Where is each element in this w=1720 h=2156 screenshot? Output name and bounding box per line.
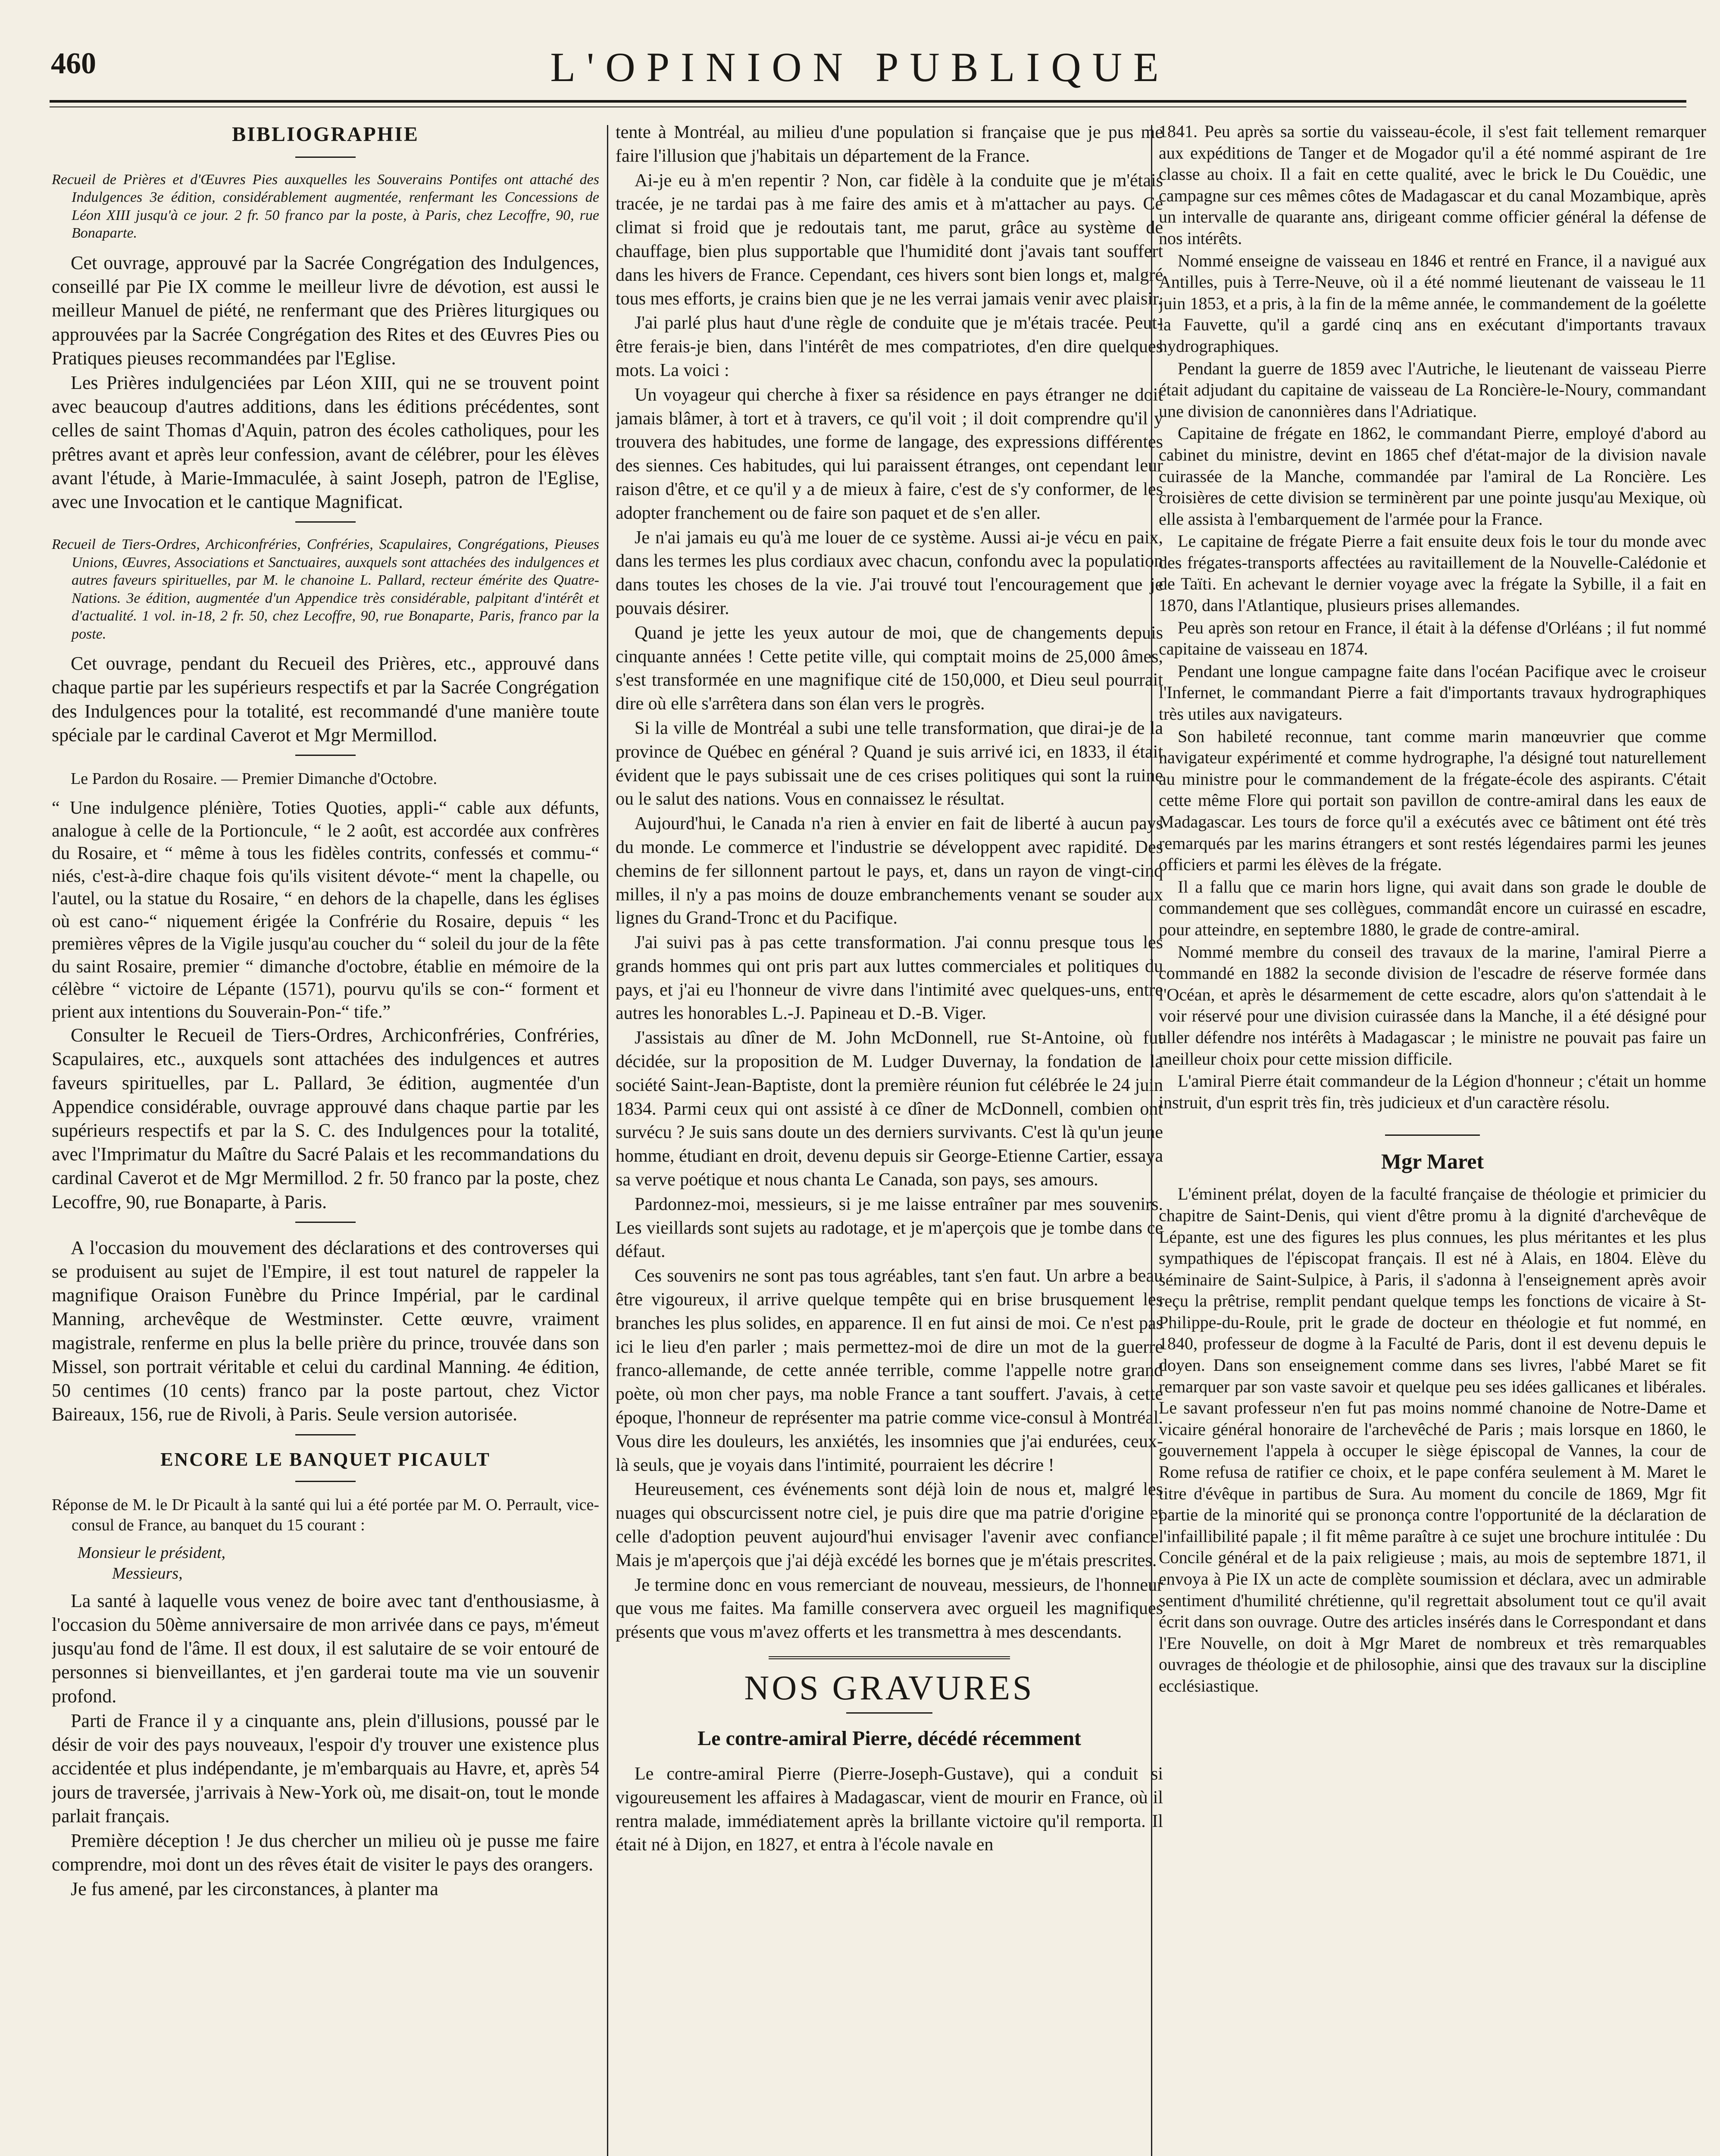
banquet-intro: Réponse de M. le Dr Picault à la santé qui lui a été portée par M. O. Perrault, vice-consul de France, au banquet du 15 courant : [52, 1495, 599, 1534]
paragraph: L'éminent prélat, doyen de la faculté française de théologie et primicier du chapitre de Saint-Denis, qui vient d'être promu à la dignité d'archevêque de Lépante, est une des figures les plus connues, les plus méritantes et les plus sympathiques de l'épiscopat français. Il est né à Alais, en 1804. Elève du séminaire de Saint-Sulpice, à Paris, il s'adonna à l'enseignement après avoir reçu la prêtrise, remplit pendant quelque temps les fonctions de vicaire à St-Philippe-du-Roule, prit le grade de docteur en théologie et fut nommé, en 1840, professeur de dogme à la Faculté de Paris, dont il est devenu depuis le doyen. Dans son enseignement comme dans ses livres, l'abbé Maret se fit remarquer par son vaste savoir et quelque peu ses idées gallicanes et libérales. Le savant professeur n'en fut pas moins nommé chanoine de Notre-Dame et vicaire général honoraire de l'archevêché de Paris ; mais lorsque en 1860, le gouvernement l'appela à occuper le siège épiscopal de Vannes, la cour de Rome refusa de ratifier ce choix, et le pape conféra seulement à M. Maret le titre d'évêque in partibus de Sura. Au moment du concile de 1869, Mgr fit partie de la minorité qui se prononça contre l'opportunité de la déclaration de l'infaillibilité papale ; il fit même paraître à ce sujet une brochure intitulée : Du Concile général et de la paix religieuse ; mais, au mois de septembre 1871, il envoya à Pie IX un acte de complète soumission et déclara, avec un admirable sentiment d'humilité chrétienne, qu'il regrettait absolument tout ce qu'il avait écrit dans son ouvrage. Outre des articles insérés dans le Correspondant et dans l'Ere Nouvelle, on doit à Mgr Maret de nombreux et très remarquables ouvrages de théologie et de philosophie, ainsi que des travaux sur la discipline ecclésiastique. [1159, 1184, 1706, 1695]
paragraph: Peu après son retour en France, il était à la défense d'Orléans ; il fut nommé capitaine de vaisseau en 1874. [1159, 617, 1706, 659]
paragraph: Je n'ai jamais eu qu'à me louer de ce système. Aussi ai-je vécu en paix, dans les termes les plus cordiaux avec chacun, confondu avec la population dans toutes les choses de la vie. J'ai trouvé tout l'encouragement que je pouvais désirer. [616, 527, 1163, 618]
paragraph: Le contre-amiral Pierre (Pierre-Joseph-Gustave), qui a conduit si vigoureusement les affaires à Madagascar, vient de mourir en France, où il rentra malade, immédiatement après la brillante victoire qu'il remporta. Il était né à Dijon, en 1827, et entra à l'école navale en [616, 1764, 1163, 1855]
paragraph: Capitaine de frégate en 1862, le commandant Pierre, employé d'abord au cabinet du ministre, devint en 1865 chef d'état-major de la division navale cuirassée de la Manche, commandée par l'amiral de La Roncière. Les croisières de cette division se terminèrent par une pointe jusqu'au Mexique, où elle assista à l'embarquement de l'armée pour la France. [1159, 423, 1706, 529]
paragraph: Pardonnez-moi, messieurs, si je me laisse entraîner par mes souvenirs. Les vieillards sont sujets au radotage, et je m'aperçois que je tombe dans ce défaut. [616, 1194, 1163, 1262]
paragraph: Je fus amené, par les circonstances, à planter ma [71, 1878, 438, 1900]
header-rule [50, 100, 1686, 107]
paragraph: Pendant une longue campagne faite dans l'océan Pacifique avec le croiseur l'Infernet, le commandant Pierre a fait d'importants travaux hydrographiques très utiles aux navigateurs. [1159, 661, 1706, 724]
short-rule [295, 1434, 356, 1435]
paragraph: Cet ouvrage, pendant du Recueil des Prières, etc., approuvé dans chaque partie par les supérieurs respectifs et par la Sacrée Congrégation des Indulgences pour la totalité, est recommandé d'une manière toute spéciale par le cardinal Caverot et Mgr Mermillod. [52, 653, 599, 746]
section-title-banquet: ENCORE LE BANQUET PICAULT [160, 1448, 491, 1470]
column-divider [607, 125, 608, 2156]
salutation: Messieurs, [112, 1564, 183, 1583]
section-title-bibliographie: BIBLIOGRAPHIE [232, 123, 419, 146]
paragraph: Parti de France il y a cinquante ans, plein d'illusions, poussé par le désir de voir des pays nouveaux, l'espoir d'y trouver une existence plus accidentée et plus indépendante, je m'embarquais au Havre, et, après 54 jours de traversée, j'arrivais à New-York où, me disait-on, tout le monde parlait français. [52, 1710, 599, 1827]
short-rule [1385, 1134, 1480, 1136]
short-rule [295, 1481, 356, 1482]
article-title-pierre: Le contre-amiral Pierre, décédé récemment [697, 1727, 1081, 1750]
paragraph: Les Prières indulgenciées par Léon XIII, qui ne se trouvent point avec beaucoup d'autres additions, dans les éditions précédentes, sont celles de saint Thomas d'Aquin, patron des écoles catholiques, pour les prêtres avant et après leur confession, avant de célébrer, pour les élèves avant l'étude, à Marie-Immaculée, à saint Joseph, patron de l'Eglise, avec une Invocation et le cantique Magnificat. [52, 372, 599, 513]
salutation: Monsieur le président, [78, 1543, 226, 1562]
newspaper-title: L'OPINION PUBLIQUE [550, 44, 1170, 90]
rosaire-quote: “ Une indulgence plénière, Toties Quoties, appli-“ cable aux défunts, analogue à celle de la Portioncule, “ le 2 août, est accordée aux confrères du Rosaire, et “ même à tous les fidèles contrits, confessés et commu-“ niés, c'est-à-dire chaque fois qu'ils visitent dévote-“ ment la chapelle, ou l'autel, ou la statue du Rosaire, “ en dehors de la chapelle, dans les églises où est cano-“ niquement érigée la Confrérie du Rosaire, depuis “ les premières vêpres de la Vigile jusqu'au coucher du “ soleil du jour de la fête du saint Rosaire, premier “ dimanche d'octobre, établie en mémoire de la célèbre “ victoire de Lépante (1571), pourvu qu'ils se con-“ forment et prient aux intentions du Souverain-Pon-“ tife.” [52, 798, 599, 1022]
column-3 [1159, 121, 1706, 2156]
paragraph: L'amiral Pierre était commandeur de la Légion d'honneur ; c'était un homme instruit, d'un esprit très fin, très judicieux et d'un caractère résolu. [1159, 1071, 1706, 1112]
section-title-nos-gravures: NOS GRAVURES [744, 1669, 1035, 1707]
paragraph: Heureusement, ces événements sont déjà loin de nous et, malgré les nuages qui obscurcissent notre ciel, je puis dire que ma patrie d'origine et celle d'adoption peuvent aujourd'hui envisager l'avenir avec confiance. Mais je m'aperçois que j'ai déjà excédé les bornes que je m'étais prescrites. [616, 1479, 1163, 1570]
paragraph: Nommé membre du conseil des travaux de la marine, l'amiral Pierre a commandé en 1882 la seconde division de l'escadre de réserve formée dans l'Océan, et après le désarmement de cette escadre, alors qu'on s'attendait à le voir réservé pour une division cuirassée dans la Manche, il a été désigné pour aller défendre nos intérêts à Madagascar ; le ministre ne pouvait pas faire un meilleur choix pour cette mission difficile. [1159, 942, 1706, 1069]
paragraph: Si la ville de Montréal a subi une telle transformation, que dirai-je de la province de Québec en général ? Quand je suis arrivé ici, en 1833, il était évident que le pays subissait une de ces crises politiques qui sont la ruine ou le salut des nations. Vous en connaissez le résultat. [616, 718, 1163, 809]
paragraph: Il a fallu que ce marin hors ligne, qui avait dans son grade le double de commandement que ses collègues, commandât encore un cuirassé en escadre, pour atteindre, en septembre 1880, le grade de contre-amiral. [1159, 877, 1706, 939]
paragraph: Un voyageur qui cherche à fixer sa résidence en pays étranger ne doit jamais blâmer, à tort et à travers, ce qu'il voit ; il doit comprendre qu'il y trouvera des habitudes, une forme de langage, des expressions différentes des siennes. Ces habitudes, qui lui paraissent étranges, ont cependant leur raison d'être, et ce qu'il y a de mieux à faire, c'est de s'y conformer, de les adopter franchement ou de faire son paquet et de s'en aller. [616, 385, 1163, 523]
short-rule [846, 1712, 932, 1714]
column-2 [616, 121, 1163, 2156]
paragraph: Première déception ! Je dus chercher un milieu où je pusse me faire comprendre, moi dont un des rêves était de visiter le pays des orangers. [52, 1830, 599, 1875]
paragraph: Cet ouvrage, approuvé par la Sacrée Congrégation des Indulgences, conseillé par Pie IX comme le meilleur livre de dévotion, est aussi le meilleur Manuel de piété, ne renfermant que des Prières liturgiques ou approuvées par la Sacrée Congrégation des Rites et des Œuvres Pies ou Pratiques pieuses recommandées par l'Eglise. [52, 252, 599, 369]
paragraph: 1841. Peu après sa sortie du vaisseau-école, il s'est fait tellement remarquer aux expéditions de Tanger et de Mogador qu'il a été nommé aspirant de 1re classe au choix. Il a fait en cette qualité, avec le brick le Du Couëdic, une campagne sur ces mêmes côtes de Madagascar et du canal Mozambique, après un intervalle de quarante ans, dirigeant comme officier général la défense de nos intérêts. [1159, 122, 1706, 248]
paragraph: J'ai suivi pas à pas cette transformation. J'ai connu presque tous les grands hommes qui ont pris part aux luttes commerciales et politiques du pays, et j'ai eu l'honneur de vivre dans l'intimité avec quelques-uns, entre autres les honorables L.-J. Papineau et D.-B. Viger. [616, 933, 1163, 1024]
paragraph: Aujourd'hui, le Canada n'a rien à envier en fait de liberté à aucun pays du monde. Le commerce et l'industrie se développent avec rapidité. Des chemins de fer sillonnent partout le pays, et, dans un rayon de vingt-cinq milles, il n'y a pas moins de douze embranchements venant se souder aux lignes du Grand-Tronc et du Pacifique. [616, 814, 1163, 928]
section-double-rule [769, 1656, 1010, 1659]
book-reference: Recueil de Tiers-Ordres, Archiconfréries, Confréries, Scapulaires, Congrégations, Pieuses Unions, Œuvres, Associations et Sanctuaires, auxquels sont attachées des indulgences et autres faveurs spirituelles, par M. le chanoine L. Pallard, recteur émérite des Quatre-Nations. 3e édition, augmentée d'un Appendice très considérable, palpitant d'intérêt et d'actualité. 1 vol. in-18, 2 fr. 50, chez Lecoffre, 90, rue Bonaparte, Paris, franco par la poste. [52, 536, 599, 642]
paragraph: Je termine donc en vous remerciant de nouveau, messieurs, de l'honneur que vous me faites. Ma famille conservera avec orgueil les magnifiques présents que vous m'avez offerts et les transmettra à mes descendants. [616, 1575, 1163, 1642]
paragraph: tente à Montréal, au milieu d'une population si française que je pus me faire l'illusion que j'habitais un département de la France. [616, 122, 1163, 166]
page-number: 460 [51, 47, 96, 80]
paragraph: Le capitaine de frégate Pierre a fait ensuite deux fois le tour du monde avec des frégates-transports affectées au ravitaillement de la Nouvelle-Calédonie et de Taïti. En achevant le dernier voyage avec la frégate la Sybille, il a fait en 1870, dans l'Atlantique, plusieurs prises allemandes. [1159, 531, 1706, 615]
paragraph: Nommé enseigne de vaisseau en 1846 et rentré en France, il a navigué aux Antilles, puis à Terre-Neuve, où il a été nommé lieutenant de vaisseau le 11 juin 1853, et a pris, à la fin de la même année, le commandement de la goélette la Fauvette, qu'il a gardé cinq ans en exécutant d'importants travaux hydrographiques. [1159, 251, 1706, 356]
paragraph: La santé à laquelle vous venez de boire avec tant d'enthousiasme, à l'occasion du 50ème anniversaire de mon arrivée dans ce pays, m'émeut jusqu'au fond de l'âme. Il est doux, il est salutaire de se voir entouré de personnes si bienveillantes, et j'en garderai toute ma vie un souvenir profond. [52, 1590, 599, 1707]
column-1 [52, 121, 599, 2156]
paragraph: Son habileté reconnue, tant comme marin manœuvrier que comme navigateur expérimenté et comme hydrographe, l'a désigné tout naturellement au ministre pour le commandement de la frégate-école des aspirants. C'était cette même Flore qui portait son pavillon de contre-amiral dans les eaux de Madagascar. Les tours de force qu'il a exécutés avec ce bâtiment ont été très remarqués par les marins étrangers et sont restés légendaires parmi les jeunes officiers et parmi les élèves de la frégate. [1159, 726, 1706, 874]
paragraph: Quand je jette les yeux autour de moi, que de changements depuis cinquante années ! Cette petite ville, qui comptait moins de 25,000 âmes, s'est transformée en une magnifique cité de 150,000, et Dieu seul pourrait dire où elle s'arrêtera dans son élan vers le progrès. [616, 623, 1163, 714]
paragraph: Ai-je eu à m'en repentir ? Non, car fidèle à la conduite que je m'étais tracée, je ne tardai pas à me faire des amis et à m'attacher au pays. Ce climat si froid que je redoutais tant, me parut, grâce au système de chauffage, bien plus supportable que l'humidité dont j'avais tant souffert dans les hivers de France. Cependant, ces hivers sont bien longs et, malgré tous mes efforts, je crains bien que je ne les verrai jamais venir avec plaisir. [616, 170, 1163, 309]
paragraph: J'ai parlé plus haut d'une règle de conduite que je m'étais tracée. Peut-être ferais-je bien, dans l'intérêt de mes compatriotes, d'en dire quelques mots. La voici : [616, 313, 1163, 380]
rosaire-intro: Le Pardon du Rosaire. — Premier Dimanche d'Octobre. [71, 769, 437, 788]
article-title-maret: Mgr Maret [1381, 1149, 1484, 1174]
short-rule [295, 1222, 356, 1223]
paragraph: A l'occasion du mouvement des déclarations et des controverses qui se produisent au sujet de l'Empire, il est tout naturel de rappeler la magnifique Oraison Funèbre du Prince Impérial, par le cardinal Manning, archevêque de Westminster. Cette œuvre, vraiment magistrale, renferme en plus la belle prière du prince, trouvée dans son Missel, son portrait véritable et celui du cardinal Manning. 4e édition, 50 centimes (10 cents) franco par la poste partout, chez Victor Baireaux, 156, rue de Rivoli, à Paris. Seule version autorisée. [52, 1237, 599, 1425]
short-rule [295, 157, 356, 158]
paragraph: Pendant la guerre de 1859 avec l'Autriche, le lieutenant de vaisseau Pierre était adjudant du capitaine de vaisseau de La Roncière-le-Noury, commandant une division de canonnières dans l'Adriatique. [1159, 358, 1706, 421]
book-reference: Recueil de Prières et d'Œuvres Pies auxquelles les Souverains Pontifes ont attaché des Indulgences 3e édition, considérablement augmentée, renfermant les Concessions de Léon XIII jusqu'à ce jour. 2 fr. 50 franco par la poste, à Paris, chez Lecoffre, 90, rue Bonaparte. [52, 172, 599, 241]
paragraph: Ces souvenirs ne sont pas tous agréables, tant s'en faut. Un arbre a beau être vigoureux, il arrive quelque tempête qui en brise brusquement les branches les plus solides, en apparence. Il en fut ainsi de moi. Ce n'est pas ici le lieu d'en parler ; mais permettez-moi de dire un mot de la guerre franco-allemande, de cette année terrible, comme l'appelle notre grand poète, où mon cher pays, ma noble France a tant souffert. J'avais, à cette époque, l'honneur de représenter ma patrie comme vice-consul à Montréal. Vous dire les douleurs, les anxiétés, les insomnies que j'ai endurées, ceux-là seuls, que je voyais dans l'intimité, pourraient les décrire ! [616, 1266, 1163, 1475]
paragraph: Consulter le Recueil de Tiers-Ordres, Archiconfréries, Confréries, Scapulaires, etc., auxquels sont attachées des indulgences et autres faveurs spirituelles, par L. Pallard, 3e édition, augmentée d'un Appendice considérable, ouvrage approuvé dans chaque partie par les supérieurs respectifs et par la S. C. des Indulgences pour la totalité, avec l'Imprimatur du Maître du Sacré Palais et les recommandations du cardinal Caverot et de Mgr Mermillod. 2 fr. 50 franco par la poste, chez Lecoffre, 90, rue Bonaparte, à Paris. [52, 1025, 599, 1213]
paragraph: J'assistais au dîner de M. John McDonnell, rue St-Antoine, où fut décidée, sur la proposition de M. Ludger Duvernay, la fondation de la société Saint-Jean-Baptiste, dont la première réunion fut célébrée le 24 juin 1834. Parmi ceux qui ont assisté à ce dîner de McDonnell, combien ont survécu ? Je suis sans doute un des derniers survivants. C'est là qu'un jeune homme, étudiant en droit, devenu depuis sir George-Etienne Cartier, essaya sa verve poétique et nous chanta Le Canada, son pays, ses amours. [616, 1028, 1163, 1190]
short-rule [295, 521, 356, 523]
short-rule [295, 755, 356, 756]
